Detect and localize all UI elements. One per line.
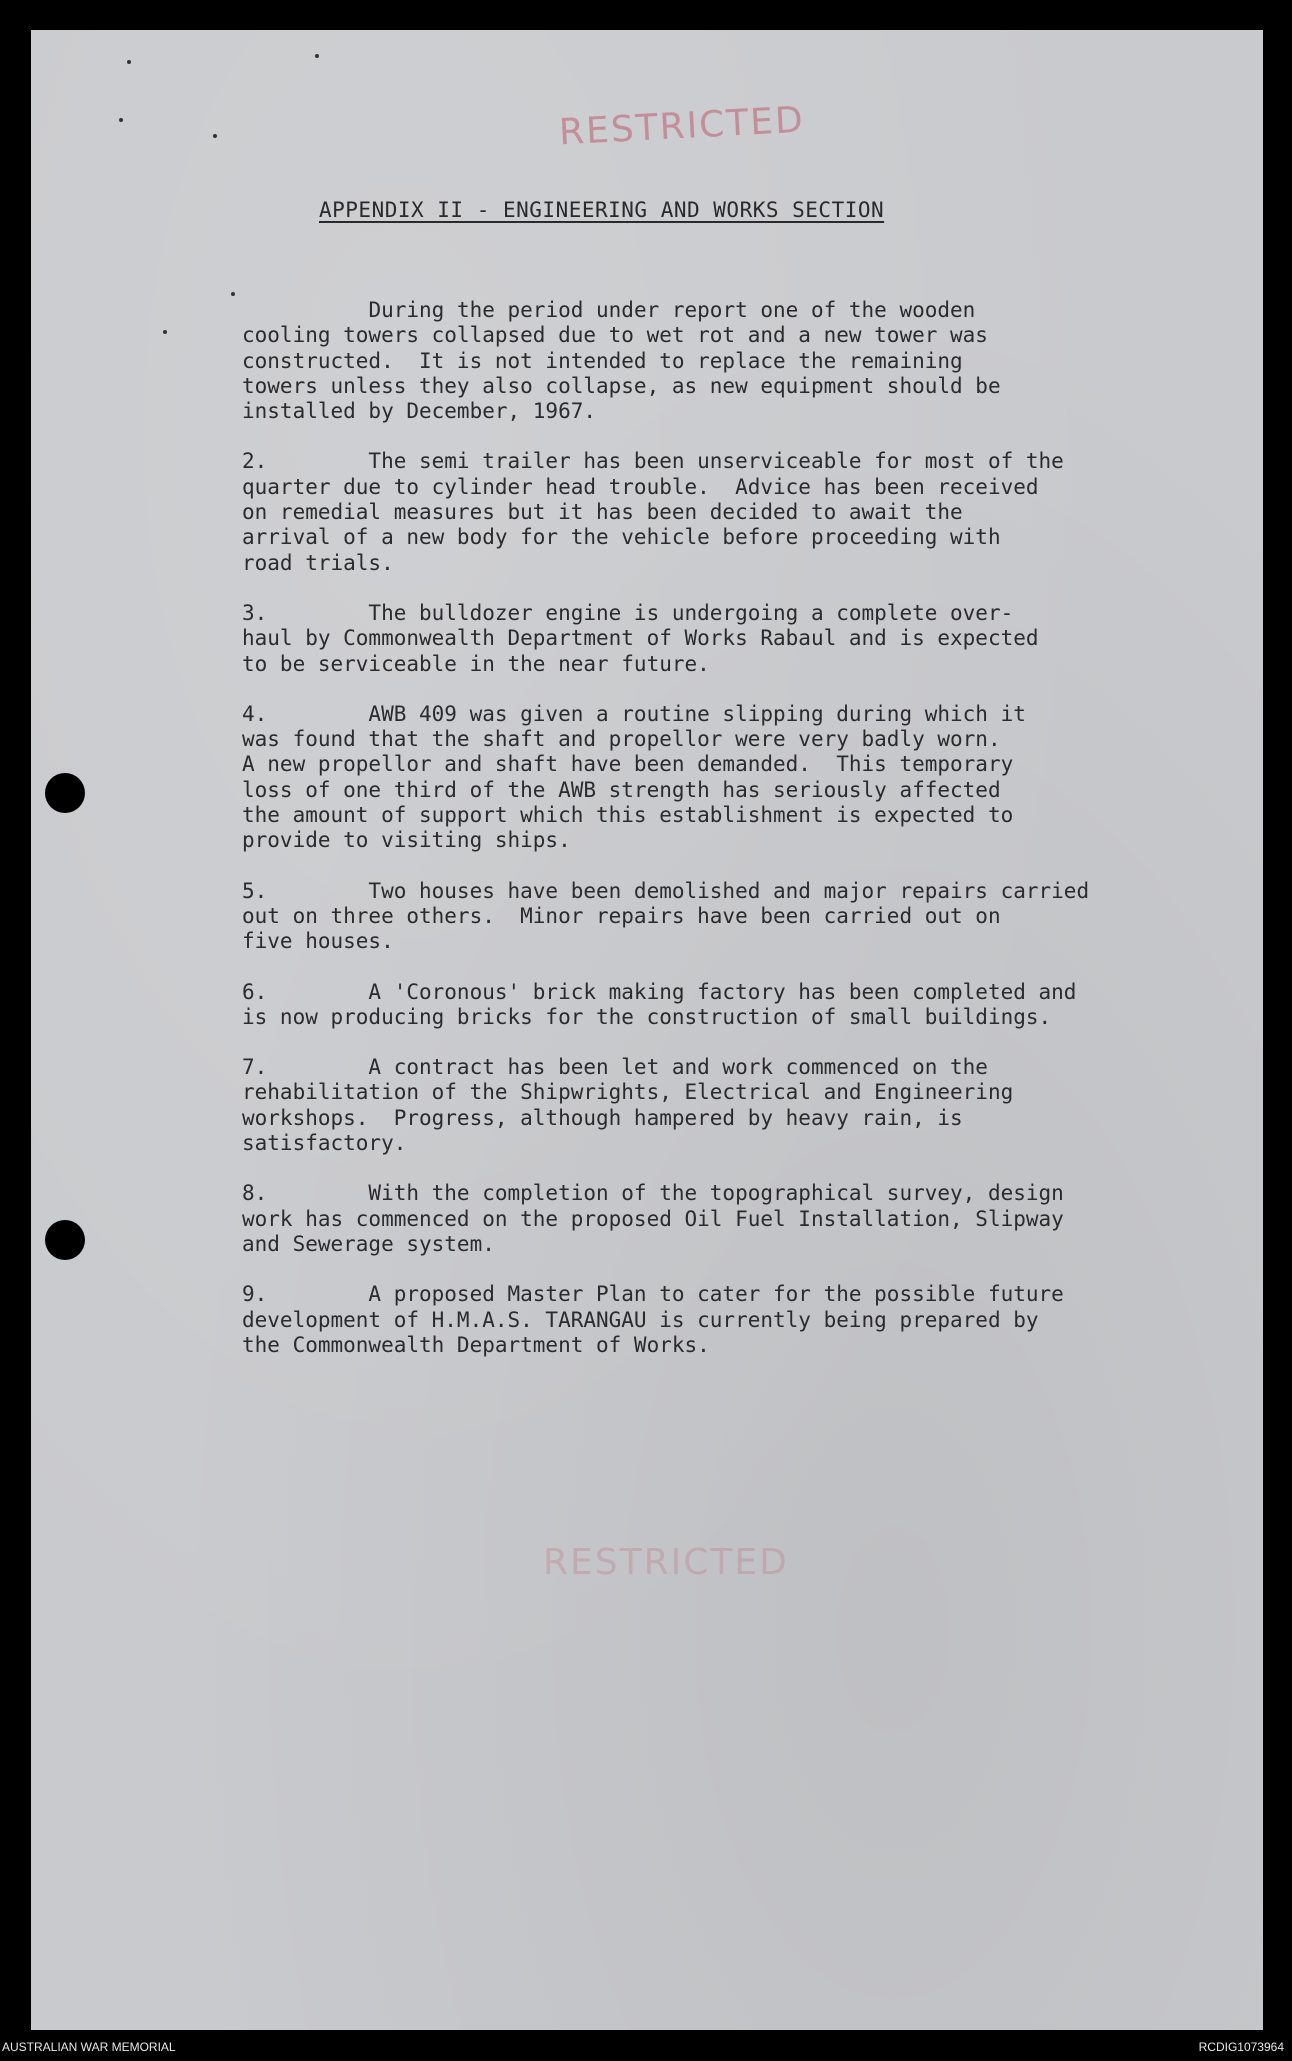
document-title: APPENDIX II - ENGINEERING AND WORKS SECTION xyxy=(319,198,885,222)
paper-speck xyxy=(127,60,131,64)
paragraph-4: 4. AWB 409 was given a routine slipping during which it was found that the shaft and propellor were very badly worn. A new propellor and shaft have been demanded. This temporary loss of one third of the AWB strength has seriously affected the amount of support which this establishment is expected to provide to visiting ships. xyxy=(242,701,1026,853)
paper-speck xyxy=(213,134,217,138)
paragraph-2: 2. The semi trailer has been unserviceable for most of the quarter due to cylinder head trouble. Advice has been received on remedial measures but it has been decided to await the arrival of a new body for the vehicle before proceeding with road trials. xyxy=(242,449,1064,575)
restricted-stamp-top: RESTRICTED xyxy=(558,99,806,154)
paragraph-8: 8. With the completion of the topographical survey, design work has commenced on the proposed Oil Fuel Installation, Slipway and Sewerage system. xyxy=(242,1181,1064,1256)
paragraph-3: 3. The bulldozer engine is undergoing a complete over- haul by Commonwealth Department of Works Rabaul and is expected to be serviceable in the near future. xyxy=(242,600,1039,676)
punch-hole xyxy=(45,773,85,813)
paper-sheet xyxy=(31,30,1263,2030)
paragraph-1: During the period under report one of the wooden cooling towers collapsed due to wet rot and a new tower was constructed. It is not intended to replace the remaining towers unless they also collapse, as new equipment should be installed by December, 1967. xyxy=(242,298,1001,424)
footer-record-id: RCDIG1073964 xyxy=(1198,2040,1284,2054)
punch-hole xyxy=(45,1220,85,1260)
paper-speck xyxy=(231,292,235,296)
paragraph-7: 7. A contract has been let and work commenced on the rehabilitation of the Shipwrights, Electrical and Engineering workshops. Progress, although hampered by heavy rain, is satisfactory. xyxy=(242,1055,1014,1156)
document-body xyxy=(242,298,1242,1383)
paragraph-5: 5. Two houses have been demolished and major repairs carried out on three others. Minor repairs have been carried out on five houses. xyxy=(242,878,1090,954)
paragraph-9: 9. A proposed Master Plan to cater for the possible future development of H.M.A.S. TARANGAU is currently being prepared by the Commonwealth Department of Works. xyxy=(242,1282,1064,1357)
paper-speck xyxy=(315,54,319,58)
restricted-stamp-bottom: RESTRICTED xyxy=(543,1542,789,1583)
paper-speck xyxy=(163,330,167,334)
paper-speck xyxy=(119,118,123,122)
footer-archive-name: AUSTRALIAN WAR MEMORIAL xyxy=(2,2040,176,2054)
paragraph-6: 6. A 'Coronous' brick making factory has been completed and is now producing bricks for the construction of small buildings. xyxy=(242,979,1077,1029)
